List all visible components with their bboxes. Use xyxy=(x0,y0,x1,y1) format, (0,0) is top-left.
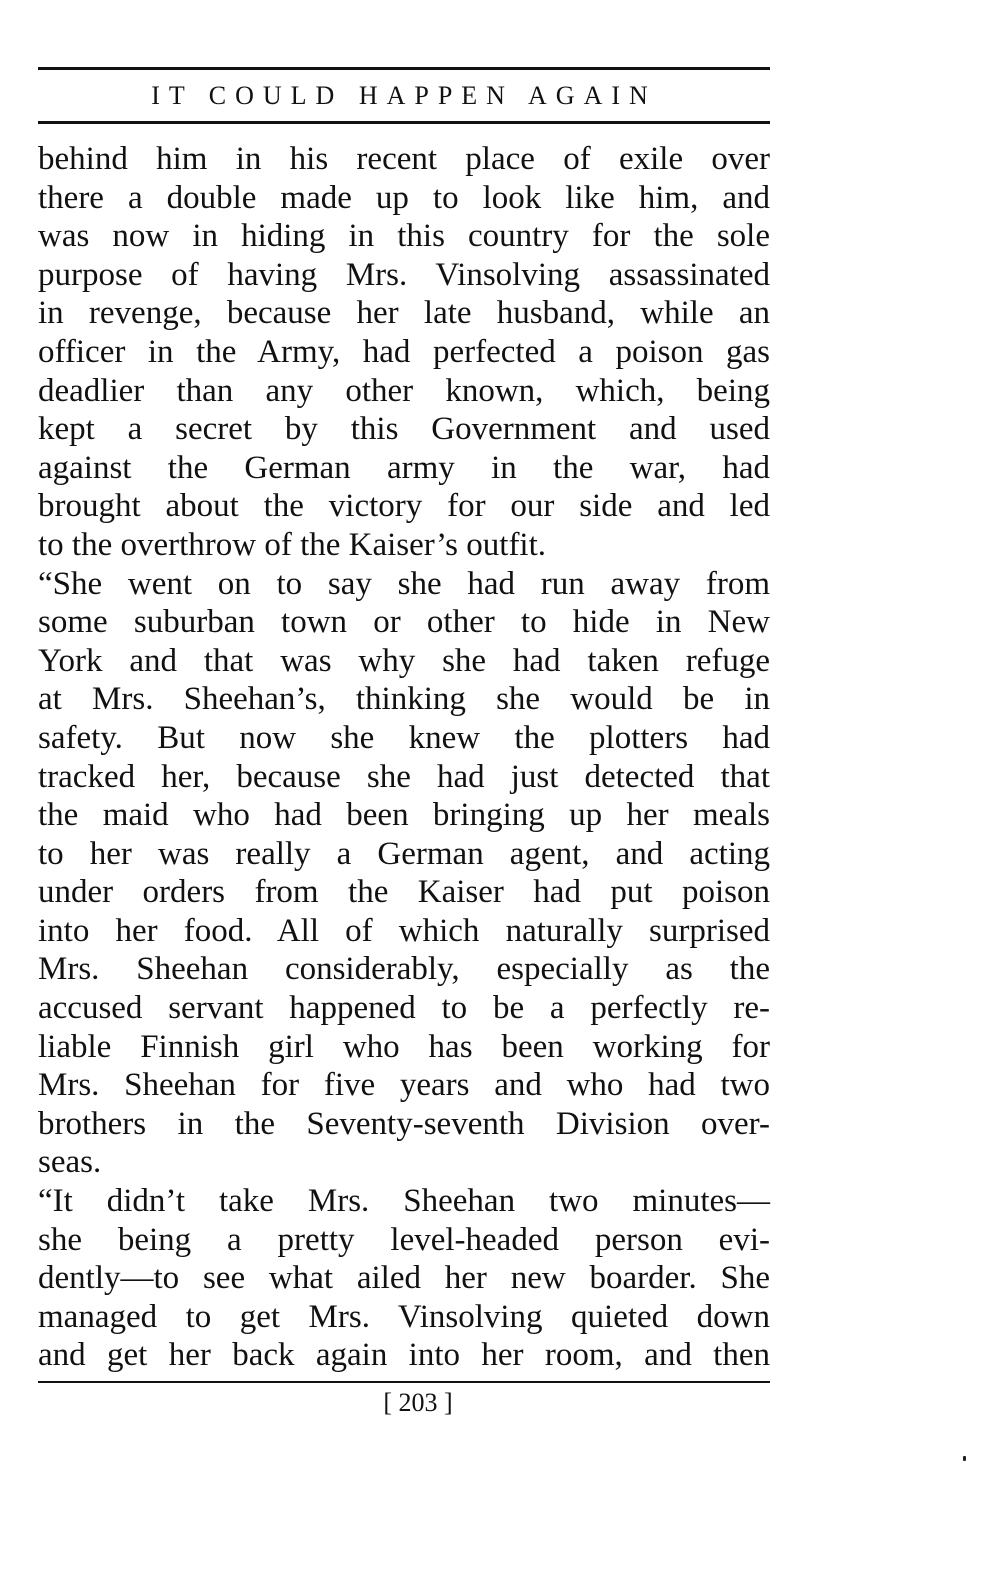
text-line: to her was really a German agent, and acting xyxy=(38,835,770,872)
text-line: officer in the Army, had perfected a poison gas xyxy=(38,333,770,370)
text-line: in revenge, because her late husband, while an xyxy=(38,295,770,332)
text-line: dently—to see what ailed her new boarder. She xyxy=(38,1260,770,1297)
text-line: some suburban town or other to hide in New xyxy=(38,604,770,641)
text-line: managed to get Mrs. Vinsolving quieted down xyxy=(38,1298,770,1335)
text-line: “It didn’t take Mrs. Sheehan two minutes— xyxy=(38,1183,770,1220)
header-bottom-rule xyxy=(38,121,770,124)
text-line: Mrs. Sheehan considerably, especially as the xyxy=(38,951,770,988)
text-line: “She went on to say she had run away from xyxy=(38,565,770,602)
text-line: and get her back again into her room, and then xyxy=(38,1337,770,1374)
text-line: was now in hiding in this country for the sole xyxy=(38,218,770,255)
text-line: deadlier than any other known, which, being xyxy=(38,372,770,409)
text-line: against the German army in the war, had xyxy=(38,449,770,486)
body-text xyxy=(38,140,770,1375)
footer-rule xyxy=(38,1381,770,1383)
text-line: York and that was why she had taken refuge xyxy=(38,642,770,679)
scan-speck xyxy=(963,1456,966,1461)
text-line: accused servant happened to be a perfectly re- xyxy=(38,990,770,1027)
text-line: there a double made up to look like him, and xyxy=(38,179,770,216)
running-head: IT COULD HAPPEN AGAIN xyxy=(151,81,657,110)
text-line: into her food. All of which naturally surprised xyxy=(38,912,770,949)
text-line: the maid who had been bringing up her meals xyxy=(38,797,770,834)
text-line: kept a secret by this Government and used xyxy=(38,411,770,448)
text-line: tracked her, because she had just detected that xyxy=(38,758,770,795)
text-line: under orders from the Kaiser had put poison xyxy=(38,874,770,911)
text-line: at Mrs. Sheehan’s, thinking she would be in xyxy=(38,681,770,718)
text-line: brought about the victory for our side and led xyxy=(38,488,770,525)
header-top-rule xyxy=(38,67,770,70)
page-number: [ 203 ] xyxy=(383,1388,453,1417)
text-line: she being a pretty level-headed person evi- xyxy=(38,1221,770,1258)
text-line: behind him in his recent place of exile over xyxy=(38,141,770,177)
text-line: seas. xyxy=(38,1144,102,1181)
text-line: liable Finnish girl who has been working for xyxy=(38,1028,770,1065)
text-line: brothers in the Seventy-seventh Division over- xyxy=(38,1105,770,1142)
text-line: purpose of having Mrs. Vinsolving assassinated xyxy=(38,256,770,293)
text-line: safety. But now she knew the plotters had xyxy=(38,719,770,756)
text-line: to the overthrow of the Kaiser’s outfit. xyxy=(38,526,547,563)
text-line: Mrs. Sheehan for five years and who had two xyxy=(38,1067,770,1104)
